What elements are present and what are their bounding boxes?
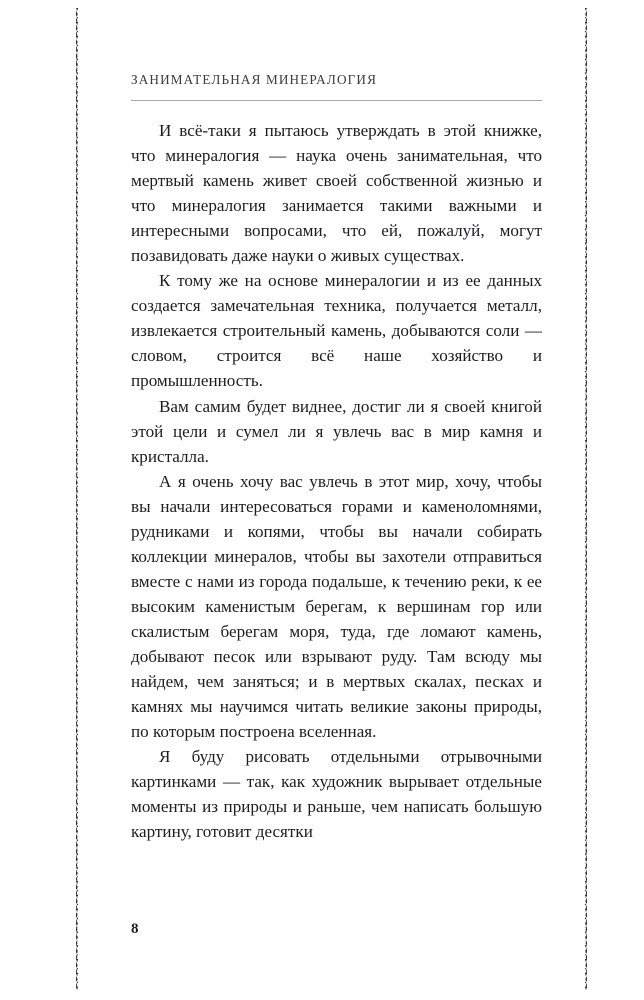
- braided-rope-border-right-icon: [578, 8, 587, 990]
- paragraph: К тому же на основе минералогии и из ее данных создается замечательная техника, получается металл, извлекается строительный камень, добываются соли — словом, строится всё наше хозяйство и промышленность.: [131, 271, 542, 391]
- page-number: 8: [131, 921, 139, 937]
- body-text: [131, 118, 542, 844]
- paragraph: А я очень хочу вас увлечь в этот мир, хочу, чтобы вы начали интересоваться горами и каменоломнями, рудниками и копями, чтобы вы начали собирать коллекции минералов, чтобы вы захотели отправиться вместе с нами из города подальше, к течению реки, к ее высоким каменистым берегам, к вершинам гор или скалистым берегам моря, туда, где ломают камень, добывают песок или взрывают руду. Там всюду мы найдем, чем заняться; и в мертвых скалах, песках и камнях мы научимся читать великие законы природы, по которым построена вселенная.: [131, 471, 542, 742]
- paragraph: И всё-таки я пытаюсь утверждать в этой книжке, что минералогия — наука очень занимательная, что мертвый камень живет своей собственной жизнью и что минералогия занимается такими важными и интересными вопросами, что ей, пожалуй, могут позавидовать даже науки о живых существах.: [131, 121, 542, 266]
- paragraph: Я буду рисовать отдельными отрывочными картинками — так, как художник вырывает отдельные моменты из природы и раньше, чем написать большую картину, готовит десятки: [131, 747, 542, 842]
- header-divider: [131, 100, 542, 101]
- braided-rope-border-left-icon: [76, 8, 85, 990]
- paragraph: Вам самим будет виднее, достиг ли я своей книгой этой цели и сумел ли я увлечь вас в мир камня и кристалла.: [131, 396, 542, 466]
- running-head: ЗАНИМАТЕЛЬНАЯ МИНЕРАЛОГИЯ: [131, 72, 378, 87]
